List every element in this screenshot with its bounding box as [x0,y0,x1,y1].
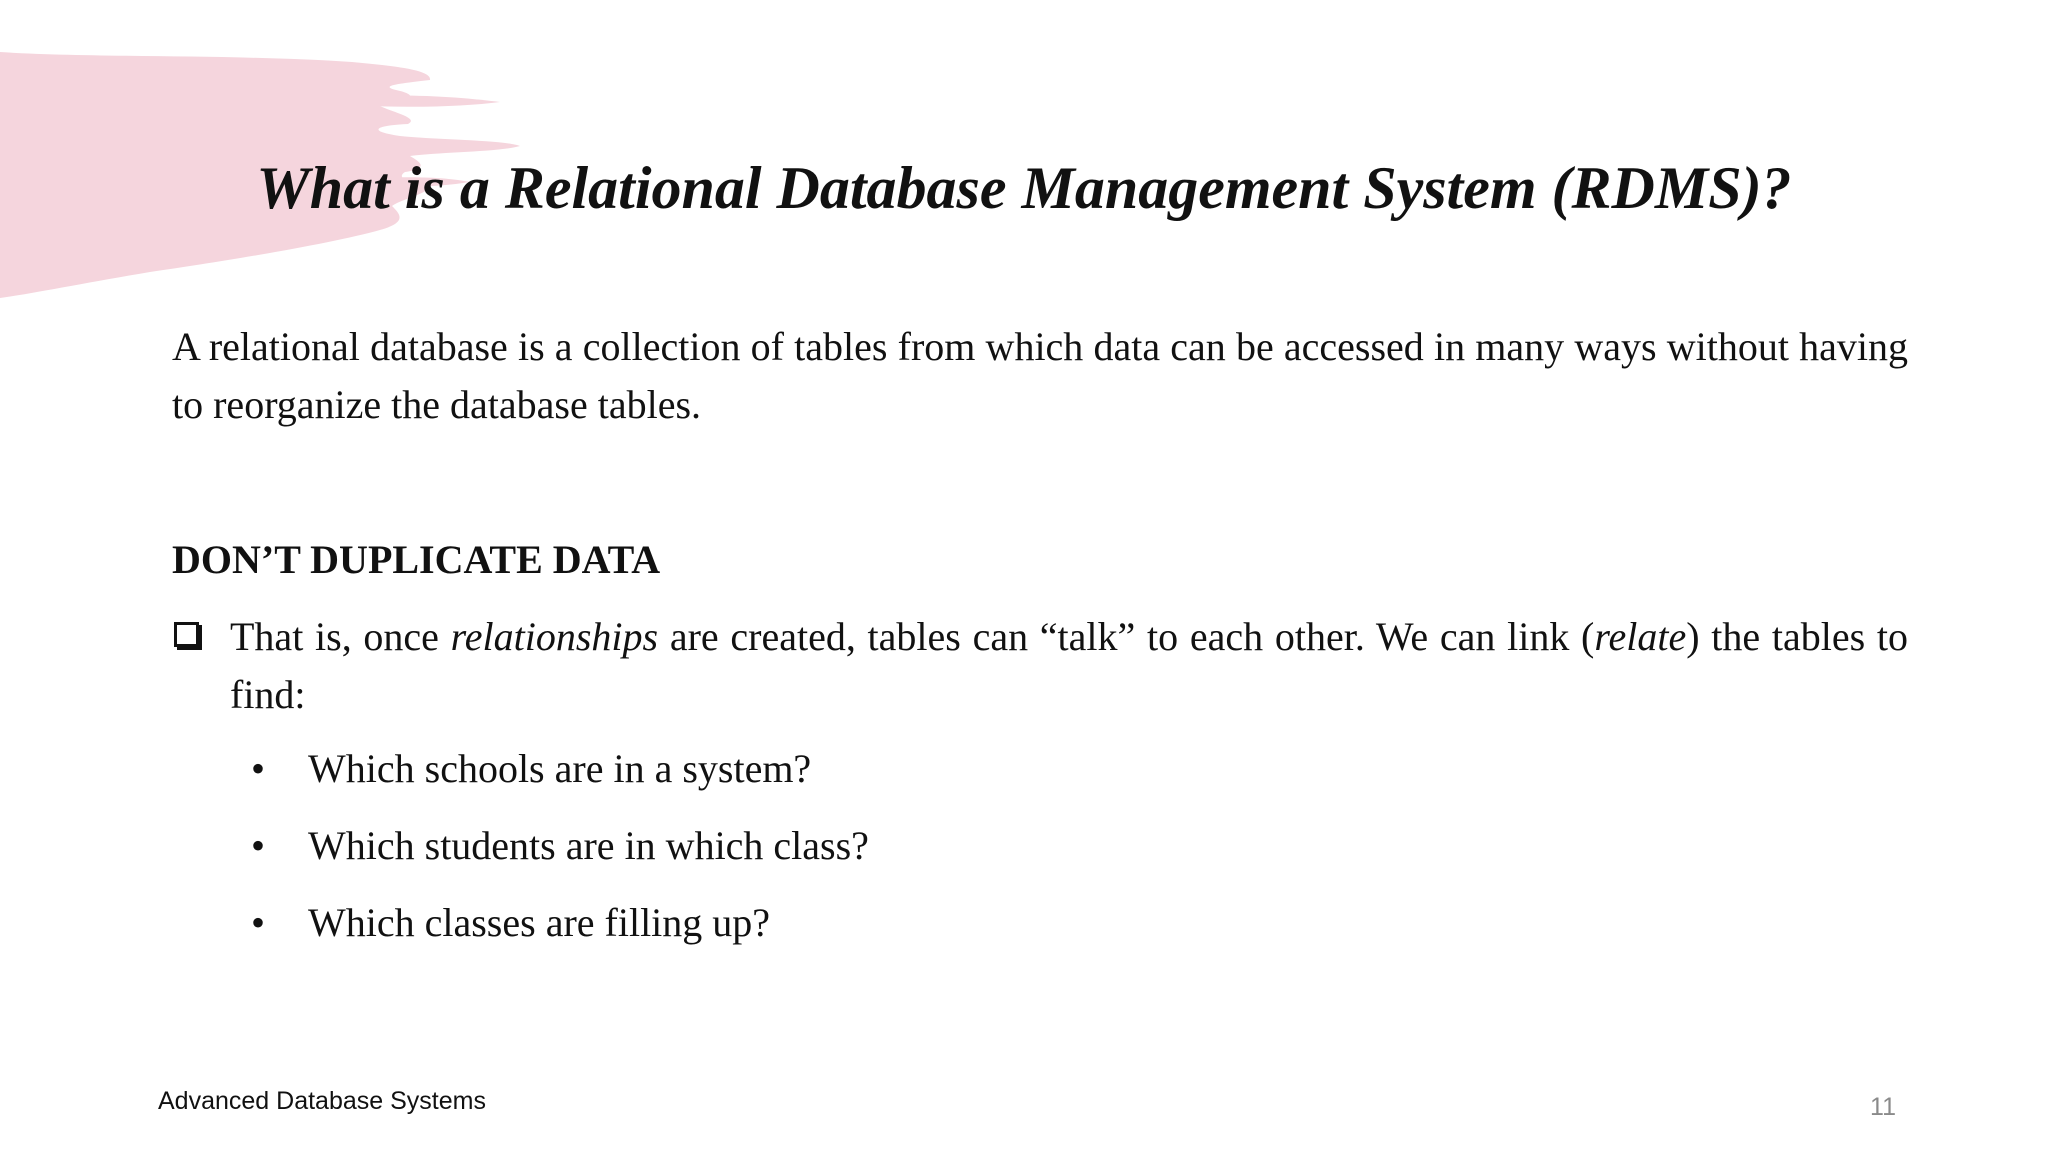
checkbox-bullet-icon [174,622,199,647]
list-item-text: Which schools are in a system? [308,746,812,791]
footer-course-name: Advanced Database Systems [158,1087,486,1115]
checkbox-list-item [172,608,1908,724]
check-text-part: That is, once [230,614,451,659]
section-heading: DON’T DUPLICATE DATA [172,537,661,582]
check-text-part: are created, tables can “talk” to each other. We can link ( [658,614,1595,659]
intro-paragraph: A relational database is a collection of tables from which data can be accessed in many ways without having to reorganize the database tables. [172,324,1908,427]
page-number: 11 [1870,1093,1896,1121]
bullet-dot-icon: • [250,900,265,945]
bullet-dot-icon: • [250,823,265,868]
check-text-emphasis-relate: relate [1594,614,1687,659]
bullet-dot-icon: • [250,746,265,791]
check-text-emphasis-relationships: relationships [450,614,659,659]
brush-stroke-streak [370,95,500,106]
list-item-text: Which classes are filling up? [308,900,771,945]
checkbox-item-text [230,608,1908,724]
check-text-part: ) the tables to find: [230,614,1908,717]
slide-title: What is a Relational Database Management System (RDMS)? [256,155,1792,221]
list-item-text: Which students are in which class? [308,823,869,868]
